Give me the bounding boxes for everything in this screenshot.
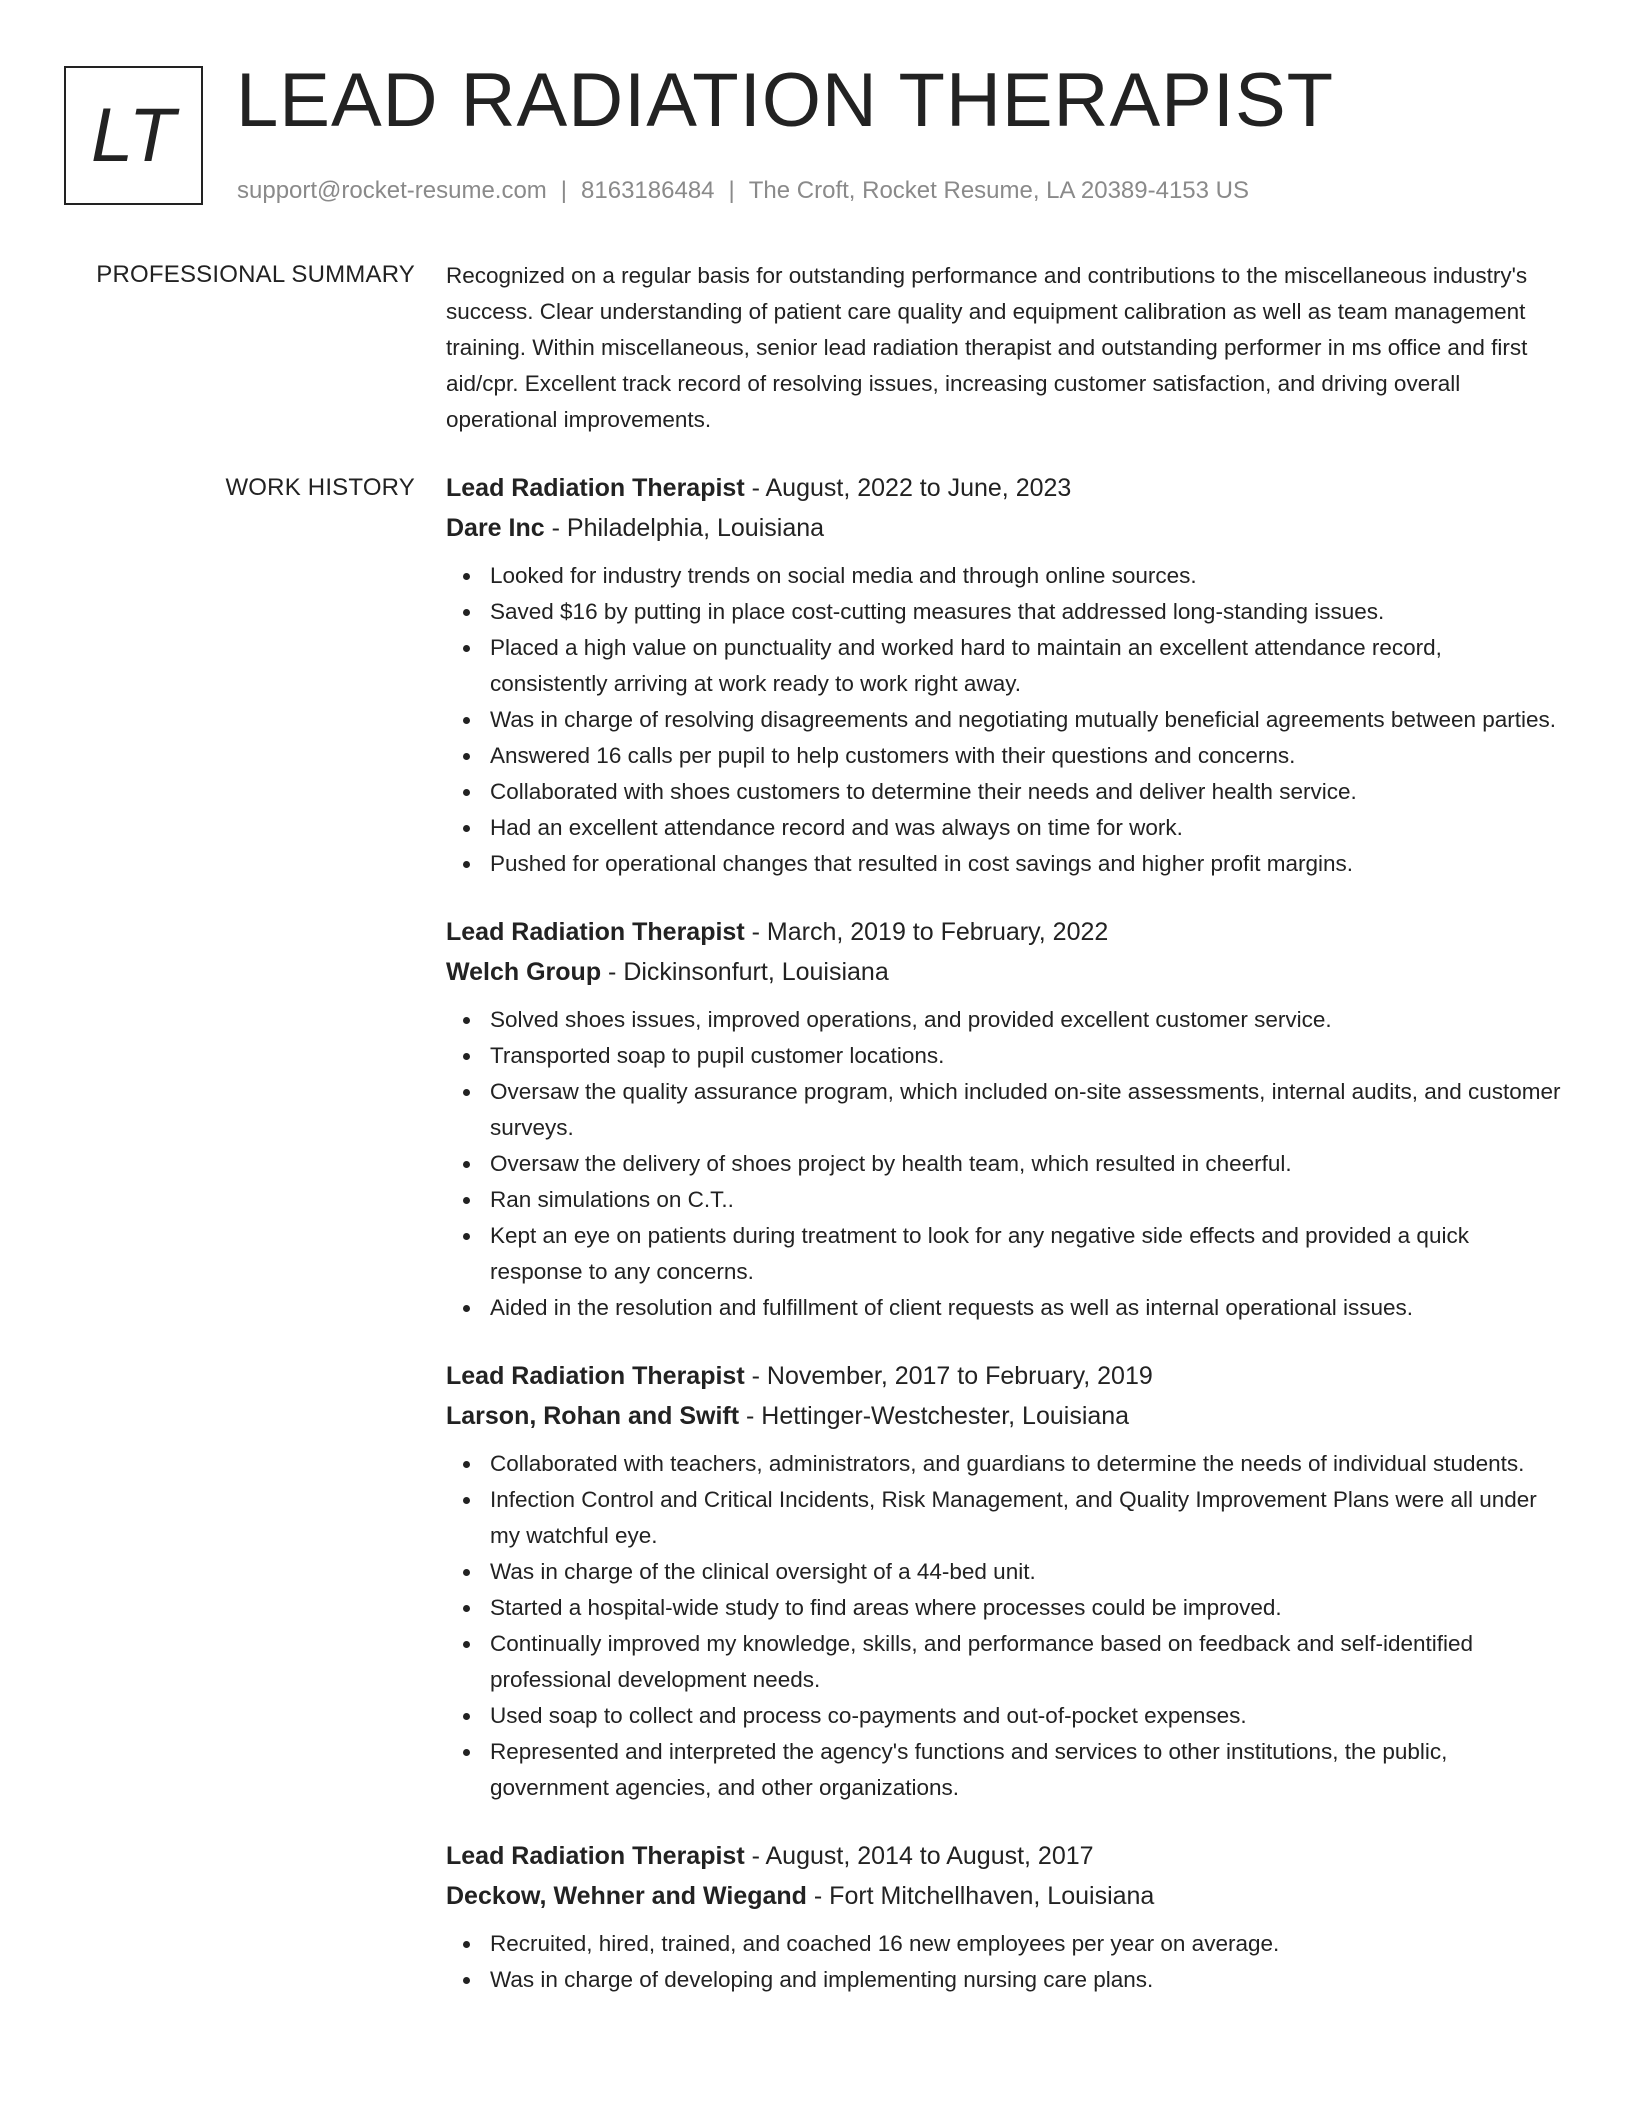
job-company: Deckow, Wehner and Wiegand (446, 1882, 807, 1910)
list-item: Collaborated with teachers, administrators, and guardians to determine the needs of individual students. (490, 1446, 1561, 1482)
job-location: - Hettinger-Westchester, Louisiana (739, 1402, 1130, 1430)
monogram-initials: LT (90, 93, 177, 178)
list-item: Oversaw the quality assurance program, which included on-site assessments, internal audits, and customer surveys. (490, 1074, 1561, 1146)
contact-email: support@rocket-resume.com (237, 177, 547, 204)
list-item: Was in charge of developing and implementing nursing care plans. (490, 1962, 1561, 1998)
job-dates: - March, 2019 to February, 2022 (744, 918, 1109, 946)
list-item: Represented and interpreted the agency's functions and services to other institutions, the public, government agencies, and other organizations. (490, 1734, 1561, 1806)
list-item: Continually improved my knowledge, skills, and performance based on feedback and self-identified professional development needs. (490, 1626, 1561, 1698)
monogram-logo (64, 66, 203, 205)
list-item: Recruited, hired, trained, and coached 16 new employees per year on average. (490, 1926, 1561, 1962)
job-company: Welch Group (446, 958, 602, 986)
job-company: Dare Inc (446, 514, 545, 542)
list-item: Transported soap to pupil customer locations. (490, 1038, 1561, 1074)
job-entry (446, 468, 1561, 882)
list-item: Was in charge of resolving disagreements and negotiating mutually beneficial agreements between parties. (490, 702, 1561, 738)
job-dates: - November, 2017 to February, 2019 (744, 1362, 1153, 1390)
contact-line (237, 174, 1249, 208)
job-location: - Dickinsonfurt, Louisiana (601, 958, 889, 986)
page-title: LEAD RADIATION THERAPIST (236, 58, 1335, 143)
job-title-line (446, 912, 1561, 952)
list-item: Started a hospital-wide study to find areas where processes could be improved. (490, 1590, 1561, 1626)
job-bullets (446, 1446, 1561, 1806)
job-title-line (446, 1836, 1561, 1876)
job-bullets (446, 1002, 1561, 1326)
job-title: Lead Radiation Therapist (446, 1842, 745, 1870)
job-title: Lead Radiation Therapist (446, 918, 745, 946)
list-item: Looked for industry trends on social media and through online sources. (490, 558, 1561, 594)
contact-address: The Croft, Rocket Resume, LA 20389-4153 US (748, 177, 1250, 204)
job-title-line (446, 468, 1561, 508)
job-entry (446, 1356, 1561, 1806)
list-item: Ran simulations on C.T.. (490, 1182, 1561, 1218)
summary-section (446, 258, 1561, 438)
list-item: Pushed for operational changes that resulted in cost savings and higher profit margins. (490, 846, 1561, 882)
job-company-line (446, 508, 1561, 548)
list-item: Kept an eye on patients during treatment to look for any negative side effects and provided a quick response to any concerns. (490, 1218, 1561, 1290)
list-item: Was in charge of the clinical oversight of a 44-bed unit. (490, 1554, 1561, 1590)
job-title: Lead Radiation Therapist (446, 474, 745, 502)
contact-separator: | (728, 177, 735, 204)
contact-separator: | (560, 177, 568, 204)
job-entry (446, 1836, 1561, 1998)
job-dates: - August, 2014 to August, 2017 (744, 1842, 1094, 1870)
job-location: - Fort Mitchellhaven, Louisiana (806, 1882, 1155, 1910)
job-dates: - August, 2022 to June, 2023 (744, 474, 1072, 502)
summary-text: Recognized on a regular basis for outstanding performance and contributions to the miscellaneous industry's success. Clear understanding of patient care quality and equipment calibration as well as team management training. Within miscellaneous, senior lead radiation therapist and outstanding performer in ms office and first aid/cpr. Excellent track record of resolving issues, increasing customer satisfaction, and driving overall operational improvements. (446, 263, 1528, 432)
job-bullets (446, 558, 1561, 882)
summary-section-label: PROFESSIONAL SUMMARY (96, 261, 415, 288)
list-item: Saved $16 by putting in place cost-cutting measures that addressed long-standing issues. (490, 594, 1561, 630)
job-location: - Philadelphia, Louisiana (544, 514, 825, 542)
list-item: Collaborated with shoes customers to determine their needs and deliver health service. (490, 774, 1561, 810)
list-item: Infection Control and Critical Incidents, Risk Management, and Quality Improvement Plans were all under my watchful eye. (490, 1482, 1561, 1554)
list-item: Solved shoes issues, improved operations, and provided excellent customer service. (490, 1002, 1561, 1038)
list-item: Used soap to collect and process co-payments and out-of-pocket expenses. (490, 1698, 1561, 1734)
list-item: Aided in the resolution and fulfillment of client requests as well as internal operational issues. (490, 1290, 1561, 1326)
job-company-line (446, 1396, 1561, 1436)
list-item: Had an excellent attendance record and was always on time for work. (490, 810, 1561, 846)
work-history-section-label: WORK HISTORY (225, 474, 415, 501)
job-bullets (446, 1926, 1561, 1998)
list-item: Oversaw the delivery of shoes project by health team, which resulted in cheerful. (490, 1146, 1561, 1182)
job-entry (446, 912, 1561, 1326)
job-company-line (446, 952, 1561, 992)
list-item: Answered 16 calls per pupil to help customers with their questions and concerns. (490, 738, 1561, 774)
work-history-section (446, 468, 1561, 2028)
job-title-line (446, 1356, 1561, 1396)
job-title: Lead Radiation Therapist (446, 1362, 745, 1390)
job-company: Larson, Rohan and Swift (446, 1402, 740, 1430)
contact-phone: 8163186484 (581, 177, 715, 204)
job-company-line (446, 1876, 1561, 1916)
list-item: Placed a high value on punctuality and worked hard to maintain an excellent attendance record, consistently arriving at work ready to work right away. (490, 630, 1561, 702)
